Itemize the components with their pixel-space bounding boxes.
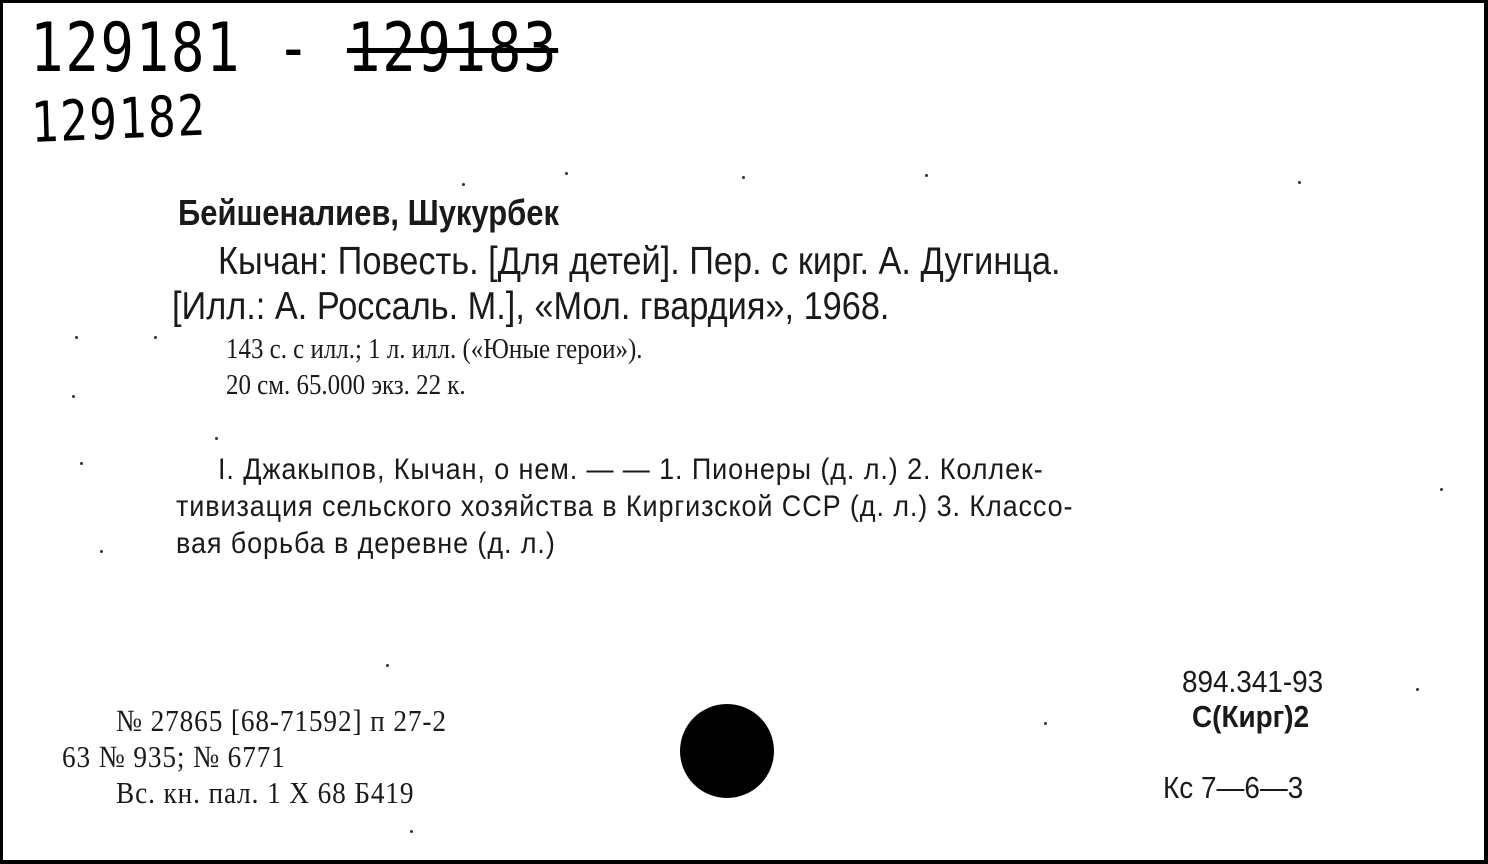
author-heading: Бейшеналиев, Шукурбек [178, 192, 559, 233]
handwritten-inventory-numbers [30, 9, 559, 88]
card-border-left [0, 0, 3, 864]
scan-speck [154, 336, 157, 339]
handwritten-number-2: 129182 [29, 83, 208, 156]
scan-speck [410, 830, 413, 833]
title-line-2: [Илл.: А. Россаль. М.], «Мол. гвардия», 1968. [172, 285, 890, 328]
scan-speck [742, 176, 745, 179]
title-line-1: Кычан: Повесть. [Для детей]. Пер. с кирг. А. Дугинца. [218, 240, 1061, 283]
scan-speck [72, 395, 75, 398]
card-code: Кс 7—6—3 [1163, 770, 1304, 805]
scan-speck [1416, 688, 1419, 691]
scan-speck [1298, 181, 1301, 184]
udc-code: 894.341-93 [1182, 664, 1324, 699]
subject-line-1: I. Джакыпов, Кычан, о нем. — — 1. Пионеры (д. л.) 2. Коллек- [218, 453, 1044, 486]
footer-line-3: Вс. кн. пал. 1 X 68 Б419 [116, 775, 415, 810]
scan-speck [80, 462, 83, 465]
scan-speck [1044, 722, 1047, 725]
card-punch-hole [680, 704, 774, 798]
scan-speck [100, 550, 103, 553]
subject-line-3: вая борьба в деревне (д. л.) [176, 527, 556, 560]
scan-speck [1440, 488, 1443, 491]
handwritten-number-struck: 129183 [346, 9, 559, 88]
bbk-code: С(Кирг)2 [1192, 699, 1310, 734]
card-border-top [0, 0, 1488, 3]
collation-line-1: 143 с. с илл.; 1 л. илл. («Юные герои»). [226, 333, 643, 365]
scan-speck [215, 437, 218, 440]
scan-speck [565, 172, 568, 175]
scan-speck [386, 664, 389, 667]
subject-line-2: тивизация сельского хозяйства в Киргизской ССР (д. л.) 3. Классо- [176, 490, 1074, 523]
collation-line-2: 20 см. 65.000 экз. 22 к. [226, 369, 466, 401]
handwritten-number-1: 129181 - [30, 9, 312, 88]
scan-speck [75, 336, 78, 339]
footer-line-1: № 27865 [68-71592] п 27-2 [116, 703, 447, 738]
scan-speck [925, 174, 928, 177]
footer-line-2: 63 № 935; № 6771 [62, 739, 286, 774]
scan-speck [462, 183, 465, 186]
